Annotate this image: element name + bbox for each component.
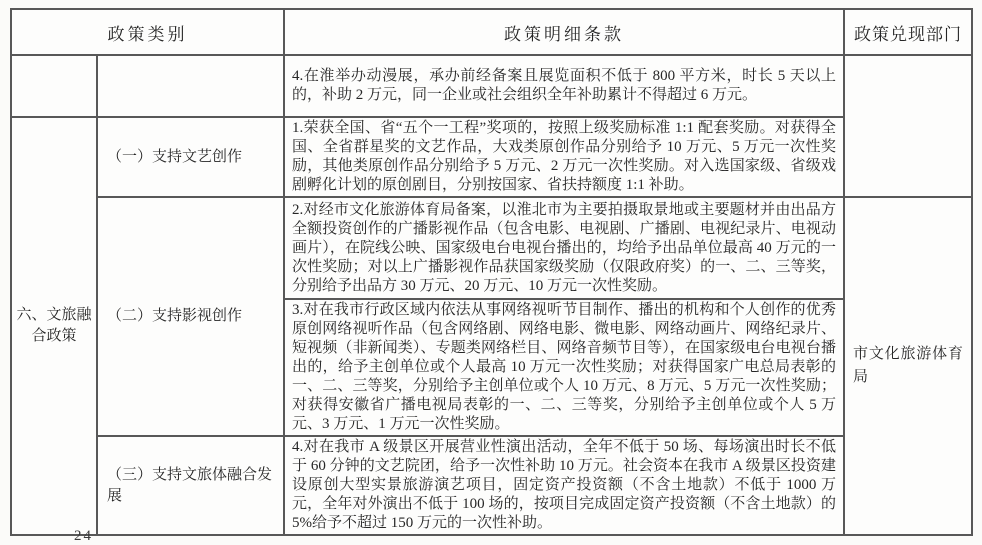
header-policy-category: 政策类别: [11, 9, 284, 55]
subcategory-cell-1: （一）支持文艺创作: [97, 117, 284, 197]
clause-cell-4: 4.对在我市 A 级景区开展营业性演出活动，全年不低于 50 场、每场演出时长不低于 60 分钟的文艺院团，给予一次性补助 10 万元。社会资本在我市 A 级景区投资建设原创大型实景旅游演艺项目，固定资产投资额（不含土地款）不低于 1000 万元，全年对外演出不低于 100 场的，按项目完成固定资产投资额（不含土地款）的 5%给予不超过 150 万元的一次性补助。: [284, 436, 844, 535]
policy-table: [10, 8, 973, 536]
clause-cell-carryover: 4.在淮举办动漫展，承办前经备案且展览面积不低于 800 平方米，时长 5 天以上的，补助 2 万元，同一企业或社会组织全年补助累计不得超过 6 万元。: [284, 55, 844, 117]
page-number: 24: [74, 528, 93, 544]
table-row-subsection-2a: [11, 197, 972, 299]
table-header-row: [11, 9, 972, 55]
subcategory-cell-2: （二）支持影视创作: [97, 197, 284, 436]
clause-cell-2: 2.对经市文化旅游体育局备案，以淮北市为主要拍摄取景地或主要题材并由出品方全额投资创作的广播影视作品（包含电影、电视剧、广播剧、电视纪录片、电视动画片），在院线公映、国家级电台电视台播出的，均给予出品单位最高 40 万元的一次性奖励；对以上广播影视作品获国家级奖励（仅限政府奖）的一、二、三等奖，分别给予出品方 30 万元、20 万元、10 万元一次性奖励。: [284, 197, 844, 299]
table-row-carryover: [11, 55, 972, 117]
clause-cell-1: 1.荣获全国、省“五个一工程”奖项的，按照上级奖励标准 1:1 配套奖励。对获得全国、全省群星奖的文艺作品，大戏类原创作品分别给予 10 万元、5 万元一次性奖励，其他类原创作品分别给予 5 万元、2 万元一次性奖励。对入选国家级、省级戏剧孵化计划的原创剧目，分别按国家、省扶持额度 1:1 补助。: [284, 117, 844, 197]
department-cell: 市文化旅游体育局: [844, 197, 972, 535]
table-row-subsection-3: [11, 436, 972, 535]
category-cell-empty: [11, 55, 97, 117]
category-cell: 六、文旅融合政策: [11, 117, 97, 535]
subcategory-cell-empty: [97, 55, 284, 117]
header-policy-clauses: 政策明细条款: [284, 9, 844, 55]
clause-cell-3: 3.对在我市行政区域内依法从事网络视听节目制作、播出的机构和个人创作的优秀原创网络视听作品（包含网络剧、网络电影、微电影、网络动画片、网络纪录片、短视频（非新闻类）、专题类网络栏目、网络音频节目等），在国家级电台电视台播出的，给予主创单位或个人最高 10 万元一次性奖励；对获得国家广电总局表彰的一、二、三等奖，分别给予主创单位或个人 10 万元、8 万元、5 万元一次性奖励；对获得安徽省广播电视局表彰的一、二、三等奖，分别给予主创单位或个人 5 万元、3 万元、1 万元一次性奖励。: [284, 299, 844, 436]
subcategory-cell-3: （三）支持文旅体融合发展: [97, 436, 284, 535]
table-row-subsection-1: [11, 117, 972, 197]
department-cell-empty: [844, 55, 972, 197]
header-policy-department: 政策兑现部门: [844, 9, 972, 55]
